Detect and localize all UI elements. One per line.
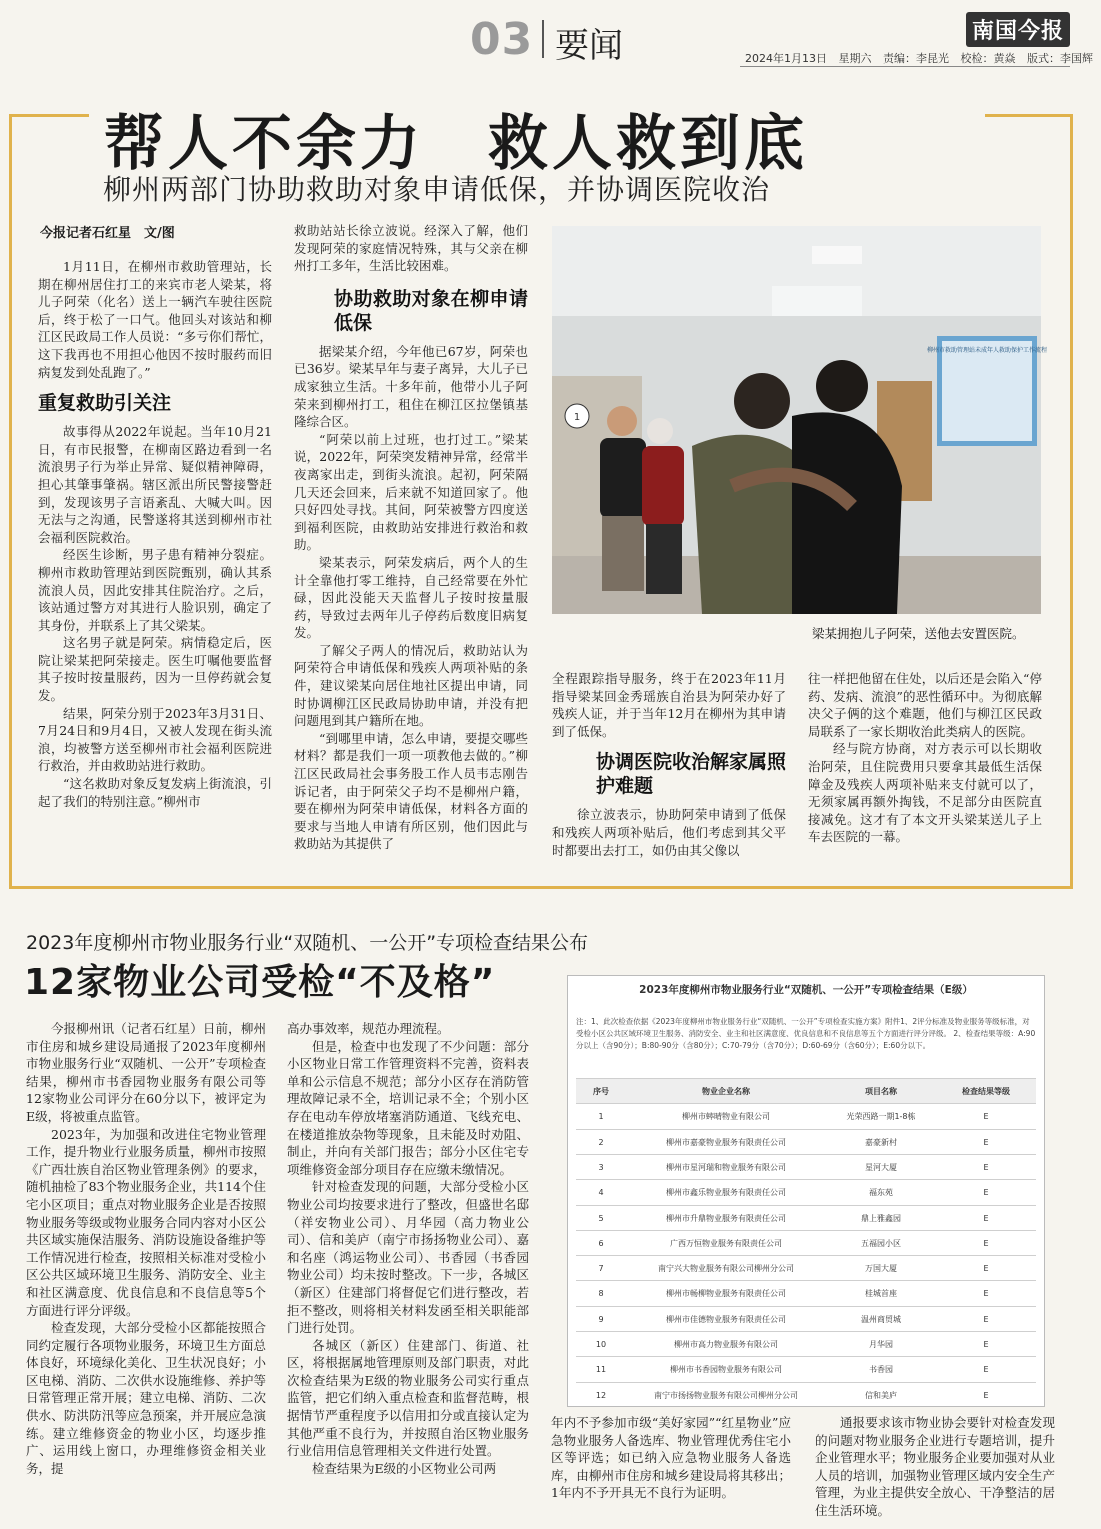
table-row [576,1306,1036,1332]
table-cell: 福东苑 [869,1188,893,1198]
table-cell: 书香园 [869,1365,893,1375]
paragraph: 通报要求该市物业协会要针对检查发现的问题对物业服务企业进行专题培训，提升企业管理水平；物业服务企业要加强对从业人员的培训，加强物业管理区域内安全生产管理，为业主提供安全放心、干净整洁的居住生活环境。 [815,1415,1055,1518]
paragraph: 了解父子两人的情况后，救助站认为阿荣符合申请低保和残疾人两项补贴的条件，建议梁某向居住地社区提出申请，同时协调柳江区民政局协助申请，并没有把问题甩到其户籍所在地。 [294,642,528,729]
table-cell: E [983,1188,989,1198]
table-header-row [576,1078,1036,1104]
divider [542,20,544,58]
table-cell: 柳州市鑫乐物业服务有限责任公司 [666,1188,786,1198]
table-cell: 11 [595,1365,607,1375]
table-cell: 桂城首座 [865,1289,897,1299]
article2-kicker: 2023年度柳州市物业服务行业“双随机、一公开”专项检查结果公布 [26,932,589,954]
paragraph: 检查发现，大部分受检小区都能按照合同约定履行各项物业服务，环境卫生方面总体良好，环境绿化美化、卫生状况良好；小区电梯、消防、二次供水设施维修、养护等日常管理正常开展；建立电梯、消防、二次供水、防洪防汛等应急预案，并开展应急演练。建立维修资金的物业小区，均逐步推广、运用线上窗口，办理维修资金相关业务，提 [26,1320,266,1476]
table-header-cell: 序号 [593,1087,609,1096]
table-cell: 2 [598,1137,604,1147]
table-cell: E [983,1314,989,1324]
photo-caption: 梁某拥抱儿子阿荣，送他去安置医院。 [812,626,1025,641]
table-cell: 柳州市高力物业服务有限公司 [674,1340,778,1349]
table-row [576,1179,1036,1205]
article1-column-3 [552,670,786,859]
issue-weekday: 星期六 [838,52,872,65]
editor: 责编：李昆光 [883,52,949,65]
table-cell: 柳州市书香园物业服务有限公司 [670,1365,782,1375]
table-row [576,1382,1036,1408]
paragraph: 救助站站长徐立波说。经深入了解，他们发现阿荣的家庭情况特殊，其与父亲在柳州打工多年，生活比较困难。 [294,223,528,274]
paragraph: 1月11日，在柳州市救助管理站，长期在柳州居住打工的来宾市老人梁某，将儿子阿荣（化名）送上一辆汽车驶往医院后，终于松了一口气。他回头对该站和柳江区民政局工作人员说：“多亏你们帮忙，这下我再也不用担心他因不按时服药而旧病复发到处乱跑了。” [38,259,272,380]
paragraph: 2023年，为加强和改进住宅物业管理工作，提升物业行业服务质量，柳州市按照《广西壮族自治区物业管理条例》的要求，随机抽检了83个物业服务企业，共114个住宅小区项目；重点对物业服务企业是否按照物业服务等级或物业服务合同内容对小区公共区域实施保洁服务、消防设施设备维护等工作情况进行检查，按照相关标准对受检小区公共区域环境卫生服务、消防安全、业主和社区满意度、优良信息和不良信息等5个方面进行评分评级。 [26,1126,266,1318]
article1-column-4 [808,670,1042,846]
table-cell: 柳州市升鼎物业服务有限责任公司 [666,1213,786,1223]
table-header-cell: 检查结果等级 [962,1087,1010,1096]
table-cell: 3 [598,1162,604,1172]
table-cell: 星河大厦 [865,1162,897,1172]
issue-meta [745,50,1101,66]
table-row [576,1230,1036,1256]
table-cell: E [983,1137,989,1147]
article2-column-3 [551,1414,791,1502]
table-cell: 10 [595,1340,607,1349]
proofreader: 校检：黄焱 [960,52,1016,65]
paragraph: 高办事效率，规范办理流程。 [287,1021,450,1036]
table-title: 2023年度柳州市物业服务行业“双随机、一公开”专项检查结果（E级） [639,984,973,996]
table-cell: 南宁兴大物业服务有限公司柳州分公司 [658,1264,794,1274]
paragraph: “到哪里申请，怎么申请，要提交哪些材料？都是我们一项一项教他去做的。”柳江区民政局社会事务股工作人员韦志刚告诉记者，由于阿荣父子均不是柳州户籍，要在柳州为阿荣申请低保，材料各方面的要求与当地人申请有所区别，他们因此与救助站为其提供了 [294,730,528,852]
inspection-results-table [567,975,1045,1407]
paragraph: 往一样把他留在住处，以后还是会陷入“停药、发病、流浪”的恶性循环中。为彻底解决父子俩的这个难题，他们与柳江区民政局联系了一家长期收治此类病人的医院。 [808,671,1042,739]
table-cell: 6 [598,1238,604,1248]
table-cell: 5 [598,1213,604,1223]
paragraph: 这名男子就是阿荣。病情稳定后，医院让梁某把阿荣接走。医生叮嘱他要监督其子按时按量服药，因为一旦停药就会复发。 [38,635,272,704]
table-cell: 五福园小区 [861,1238,901,1248]
paragraph: 检查结果为E级的小区物业公司两 [312,1460,497,1476]
paragraph: 梁某表示，阿荣发病后，两个人的生计全靠他打零工维持，自己经常要在外忙碌，因此没能天天监督儿子按时按量服药，导致过去两年儿子停药后数度旧病复发。 [294,554,528,641]
table-cell: 12 [595,1390,607,1400]
photo-illustration [552,226,1048,614]
paragraph: 结果，阿荣分别于2023年3月31日、7月24日和9月4日，又被人发现在街头流浪，均被警方送至柳州市社会福利医院进行救治，并由救助站进行救助。 [38,705,272,774]
table-row [576,1129,1036,1155]
table-cell: E [983,1340,989,1349]
paragraph: 今报柳州讯（记者石红星）日前，柳州市住房和城乡建设局通报了2023年度柳州市物业服务行业“双随机、一公开”专项检查结果，柳州市书香园物业服务有限公司等12家物业公司评分在60分以下，被评定为E级，将被重点监管。 [26,1021,266,1124]
table-row [576,1280,1036,1306]
photo-sign: 柳州市救助管理站未成年人救助保护工作流程 [926,347,1048,354]
article2-column-1 [26,1020,266,1477]
table-row [576,1356,1036,1382]
table-cell: 8 [598,1289,604,1299]
table-cell: E [983,1213,989,1223]
table-notes: 注：1、此次检查依据《2023年度柳州市物业服务行业“双随机、一公开”专项检查实施方案》附件1、2评分标准及物业服务等级标准，对受检小区公共区域环境卫生服务、消防安全、业主和社区满意度、优良信息和不良信息等五个方面进行评分评级。 2、检查结果等级：A:90分以上（含90分）；B:80-90分（含80分）；C:70-79分（含70分）；D:60-69分（含60分）；E:60分以下。 [576,1017,1036,1050]
table-cell: 柳州市畅柳物业服务有限责任公司 [666,1289,786,1299]
layout-credit: 版式：李国辉 [1027,52,1093,65]
table-cell: 光荣西路一期1-8栋 [846,1112,916,1122]
byline: 今报记者石红星 文/图 [40,226,175,241]
table-cell: E [983,1390,989,1400]
table-row [576,1103,1036,1129]
article1-column-2 [294,222,528,853]
subheadline: 柳州两部门协助救助对象申请低保，并协调医院收治 [103,173,771,206]
table-cell: 1 [598,1112,604,1122]
table-cell: 信和美庐 [865,1390,897,1400]
table-cell: 嘉豪新村 [865,1137,897,1147]
table-cell: E [983,1238,989,1248]
paragraph: 各城区（新区）住建部门、街道、社区，将根据属地管理原则及部门职责，对此次检查结果为E级的物业服务公司实行重点监管，把它们纳入重点检查和监督范畴，根据情节严重程度予以信用扣分或直接认定为其他严重不良行为，并按照自治区物业服务行业信用信息管理相关文件进行处置。 [287,1337,529,1459]
section-heading: 重复救助引关注 [38,392,172,415]
paragraph: 故事得从2022年说起。当年10月21日，有市民报警，在柳南区路边看到一名流浪男子行为举止异常、疑似精神障碍，担心其肇事肇祸。辖区派出所民警接警赶到，发现该男子言语紊乱、大喊大叫。因无法与之沟通，民警遂将其送到柳州市社会福利医院救治。 [38,424,272,545]
paragraph: 针对检查发现的问题，大部分受检小区物业公司均按要求进行了整改，但盛世名邸（祥安物业公司）、月华园（高力物业公司）、信和美庐（南宁市扬扬物业公司）、嘉和名座（鸿运物业公司）、书香园（书香园物业公司）均未按时整改。下一步，各城区（新区）住建部门将督促它们进行整改，若拒不整改，则将相关材料发函至相关职能部门进行处罚。 [287,1179,529,1336]
article2-headline: 12家物业公司受检“不及格” [24,962,496,1003]
table-cell: E [983,1264,989,1274]
frame-edge [9,114,89,117]
table-row [576,1331,1036,1357]
table-cell: 月华园 [869,1340,893,1349]
brand-logo: 南国今报 [966,12,1070,47]
frame-edge [985,114,1073,117]
issue-date: 2024年1月13日 [745,52,827,65]
paragraph: 经与院方协商，对方表示可以长期收治阿荣，且住院费用只要拿其最低生活保障金及残疾人两项补贴来支付就可以了，无须家属再额外掏钱，不足部分由医院直接减免。这才有了本文开头梁某送儿子上车去医院的一幕。 [808,741,1042,845]
table-cell: E [983,1162,989,1172]
news-photo [552,226,1048,614]
page-number: 03 [470,14,534,65]
table-cell: 万国大厦 [865,1264,897,1274]
section-heading: 协助救助对象在柳申请低保 [334,287,528,334]
paragraph: 年内不予参加市级“美好家园”“红星物业”应急物业服务人备选库、物业管理优秀住宅小区等评选；如已纳入应急物业服务人备选库，由柳州市住房和城乡建设局将其移出；1年内不予开具无不良行为证明。 [551,1415,791,1501]
table-cell: 柳州市蟀晴物业有限公司 [682,1112,770,1122]
section-title: 要闻 [555,26,623,66]
divider [740,66,1070,67]
table-cell: 南宁市扬扬物业服务有限公司柳州分公司 [654,1390,798,1400]
table-cell: E [983,1289,989,1299]
paragraph: 但是，检查中也发现了不少问题：部分小区物业日常工作管理资料不完善，资料表单和公示信息不规范；部分小区存在消防管理故障记录不全，培训记录不全；个别小区存在电动车停放堵塞消防通道、飞线充电、在楼道推放杂物等现象，且未能及时劝阻、制止，并向有关部门报告；部分小区住宅专项维修资金部分项目存在应缴未缴情况。 [287,1038,529,1177]
table-header-cell: 物业企业名称 [702,1087,750,1096]
paragraph: 经医生诊断，男子患有精神分裂症。柳州市救助管理站到医院甄别，确认其系流浪人员，因此安排其住院治疗。之后，该站通过警方对其进行人脸识别，确定了其身份，并联系上了其父梁某。 [38,547,272,633]
table-cell: 广西万恒物业服务有限责任公司 [670,1238,782,1248]
article1-column-1 [38,258,272,810]
table-cell: 9 [598,1314,604,1324]
table-row [576,1154,1036,1180]
table-cell: E [983,1365,989,1375]
table-header-cell: 项目名称 [865,1087,897,1096]
table-cell: E [983,1112,989,1122]
table-cell: 柳州市嘉豪物业服务有限责任公司 [666,1137,786,1147]
frame-edge [1070,114,1073,889]
headline: 帮人不余力 救人救到底 [104,109,808,179]
article2-column-2 [287,1020,529,1477]
paragraph: 据梁某介绍，今年他已67岁，阿荣也已36岁。梁某早年与妻子离异，大儿子已成家独立生活。十多年前，他带小儿子阿荣来到柳州打工，租住在柳江区拉堡镇基隆综合区。 [294,343,528,430]
table-cell: 7 [598,1264,604,1274]
svg-text:1: 1 [573,412,581,423]
table-row [576,1205,1036,1231]
paragraph: “这名救助对象反复发病上街流浪，引起了我们的特别注意。”柳州市 [38,776,272,809]
table-cell: 鼎上雅鑫园 [861,1213,901,1223]
table-row [576,1255,1036,1281]
table-cell: 4 [598,1188,604,1198]
paragraph: 徐立波表示，协助阿荣申请到了低保和残疾人两项补贴后，他们考虑到其父平时都要出去打工，如仍由其父像以 [552,807,786,858]
table-cell: 柳州市佳德物业服务有限责任公司 [666,1314,786,1324]
section-heading: 协调医院收治解家属照护难题 [596,751,787,798]
table-cell: 柳州市星河瑞和物业服务有限公司 [666,1162,786,1172]
paragraph: 全程跟踪指导服务，终于在2023年11月指导梁某回金秀瑶族自治县为阿荣办好了残疾人证，并于当年12月在柳州为其申请到了低保。 [552,671,786,739]
paragraph: “阿荣以前上过班，也打过工。”梁某说，2022年，阿荣突发精神异常，经常半夜离家出走，到街头流浪。起初，阿荣隔几天还会回来，后来就不知道回家了。他只好四处寻找。其间，阿荣被警方四度送到福利医院，由救助站安排进行救治和救助。 [294,431,528,553]
article2-column-4 [815,1414,1055,1520]
table-cell: 温州商贸城 [861,1314,901,1324]
